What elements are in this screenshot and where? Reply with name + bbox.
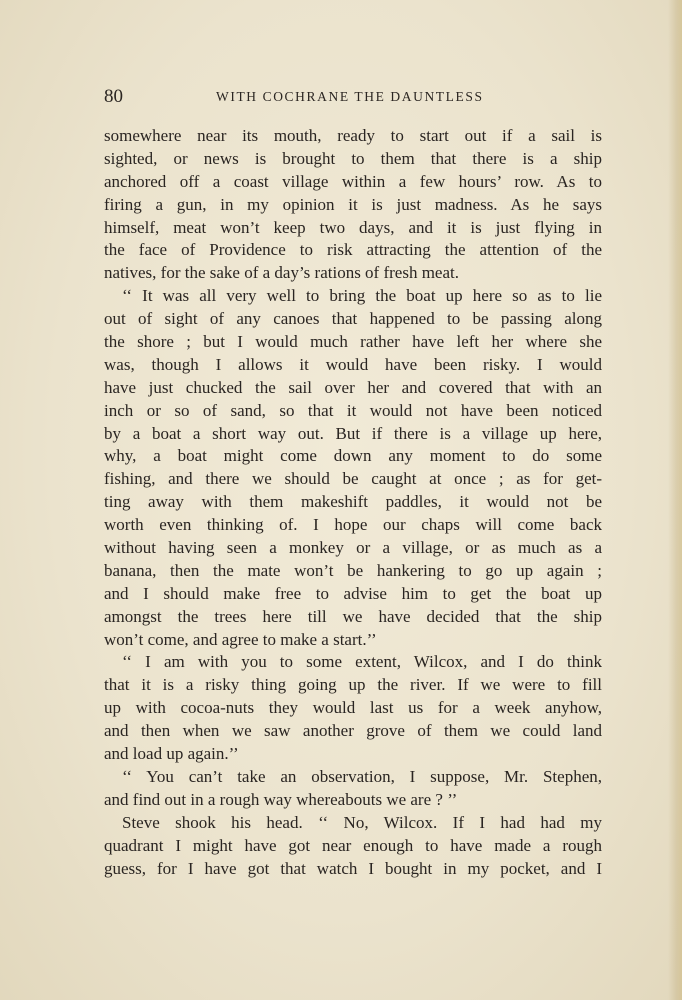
text-line: ting away with them makeshift paddles, it would not be [104, 492, 602, 512]
text-line: anchored off a coast village within a few hours’ row. As to [104, 171, 602, 191]
text-line: firing a gun, in my opinion it is just madness. As he says [104, 194, 602, 214]
text-line: without having seen a monkey or a village, or as much as a [104, 538, 602, 558]
page-edge-shadow [668, 0, 682, 1000]
text-line: why, a boat might come down any moment to do some [104, 446, 602, 466]
text-line: won’t come, and agree to make a start.’’ [104, 629, 377, 649]
body-text [104, 125, 602, 880]
text-line: quadrant I might have got near enough to have made a rough [104, 835, 602, 855]
text-line: out of sight of any canoes that happened to be passing along [104, 309, 602, 329]
text-line: and I should make free to advise him to get the boat up [104, 583, 602, 603]
running-title: WITH COCHRANE THE DAUNTLESS [216, 89, 484, 104]
text-line: banana, then the mate won’t be hankering to go up again ; [104, 560, 602, 580]
text-line: up with cocoa-nuts they would last us for a week anyhow, [104, 698, 602, 718]
text-line: natives, for the sake of a day’s rations of fresh meat. [104, 263, 459, 283]
text-line: worth even thinking of. I hope our chaps will come back [104, 515, 602, 535]
text-line: by a boat a short way out. But if there is a village up here, [104, 423, 602, 443]
text-line: and find out in a rough way whereabouts we are ? ’’ [104, 789, 458, 809]
text-line: somewhere near its mouth, ready to start out if a sail is [104, 126, 602, 145]
text-line: ‘‘ It was all very well to bring the boat up here so as to lie [122, 286, 602, 306]
text-line: the shore ; but I would much rather have left her where she [104, 332, 602, 352]
text-line: and load up again.’’ [104, 744, 239, 764]
text-line: amongst the trees here till we have decided that the ship [104, 606, 602, 626]
text-line: the face of Providence to risk attracting the attention of the [104, 240, 602, 260]
running-head [104, 86, 604, 108]
text-line: ‘‘ I am with you to some extent, Wilcox, and I do think [122, 652, 602, 672]
text-line: and then when we saw another grove of them we could land [104, 721, 602, 741]
text-line: guess, for I have got that watch I bought in my pocket, and I [104, 858, 602, 878]
text-line: Steve shook his head. ‘‘ No, Wilcox. If I had had my [122, 812, 602, 832]
page-number: 80 [104, 86, 123, 107]
text-line: was, though I allows it would have been risky. I would [104, 354, 602, 374]
text-line: that it is a risky thing going up the river. If we were to fill [104, 675, 602, 695]
text-line: have just chucked the sail over her and covered that with an [104, 377, 602, 397]
text-line: inch or so of sand, so that it would not have been noticed [104, 400, 602, 420]
text-line: sighted, or news is brought to them that there is a ship [104, 148, 602, 168]
text-line: himself, meat won’t keep two days, and it is just flying in [104, 217, 602, 237]
text-line: fishing, and there we should be caught at once ; as for get- [104, 469, 602, 489]
text-line: ‘‘ You can’t take an observation, I suppose, Mr. Stephen, [122, 766, 602, 786]
